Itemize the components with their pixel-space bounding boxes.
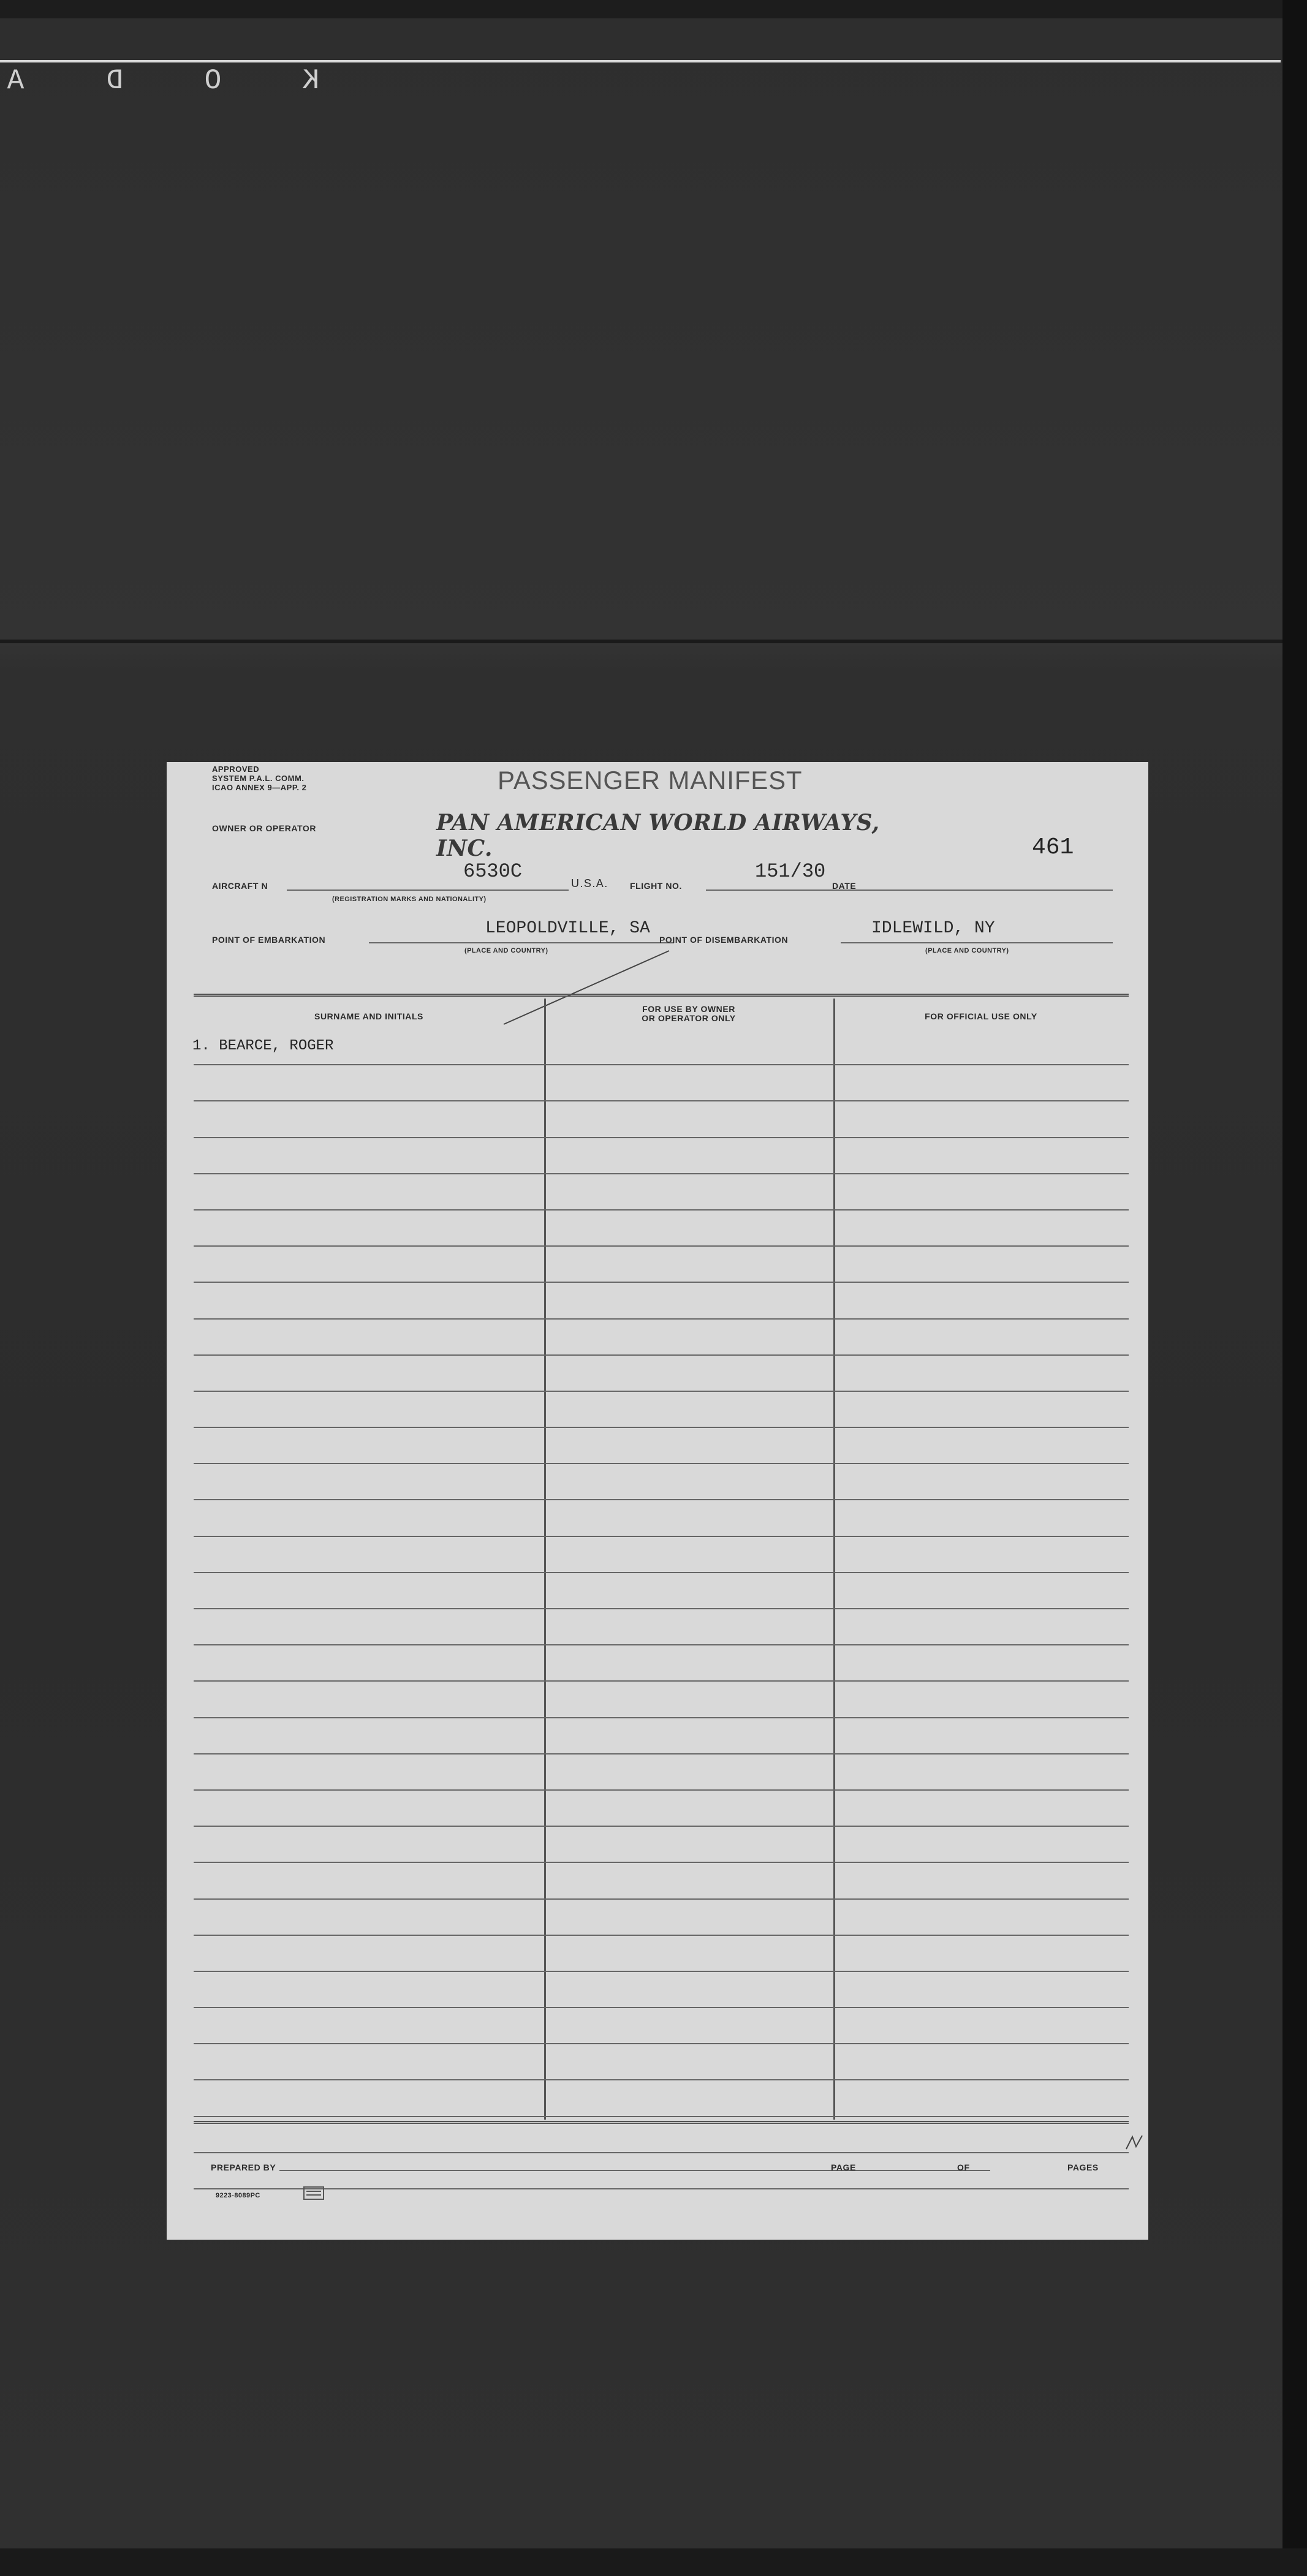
film-bottom-strip (0, 2548, 1307, 2576)
table-row (194, 2080, 1129, 2117)
approval-line: ICAO ANNEX 9—APP. 2 (212, 783, 307, 792)
disembarkation-value: IDLEWILD, NY (871, 919, 995, 938)
aircraft-field-line (287, 890, 569, 891)
table-row (194, 1500, 1129, 1536)
table-row (194, 1356, 1129, 1392)
table-row (194, 1065, 1129, 1101)
passenger-list (194, 1029, 1129, 2189)
aircraft-sublabel: (REGISTRATION MARKS AND NATIONALITY) (332, 896, 487, 903)
owner-value: PAN AMERICAN WORLD AIRWAYS, INC. (436, 810, 880, 861)
table-row (194, 1138, 1129, 1174)
table-row (194, 1174, 1129, 1211)
table-row (194, 1573, 1129, 1609)
table-row (194, 1972, 1129, 2008)
of-label: OF (957, 2162, 970, 2172)
page-label: PAGE (831, 2162, 856, 2172)
table-row (194, 1754, 1129, 1791)
embarkation-label: POINT OF EMBARKATION (212, 935, 326, 945)
table-row (194, 1827, 1129, 1863)
embarkation-sublabel: (PLACE AND COUNTRY) (464, 947, 548, 954)
column-header-surname: SURNAME AND INITIALS (314, 1011, 423, 1021)
union-label-icon (303, 2185, 325, 2202)
pages-label: PAGES (1067, 2162, 1099, 2172)
column-header-line: FOR USE BY OWNER (642, 1004, 735, 1014)
table-row (194, 1029, 1129, 1065)
approval-note (212, 765, 335, 792)
column-header-line: OR OPERATOR ONLY (642, 1013, 736, 1023)
flight-value: 151/30 (755, 860, 826, 883)
approval-line: SYSTEM P.A.L. COMM. (212, 774, 305, 783)
column-header-operator (544, 1005, 833, 1023)
embarkation-field-line (369, 942, 674, 943)
disembarkation-label: POINT OF DISEMBARKATION (659, 935, 789, 945)
table-row (194, 1609, 1129, 1645)
film-right-bar (1282, 0, 1307, 2576)
flight-label: FLIGHT NO. (630, 881, 682, 891)
table-row (194, 1936, 1129, 1972)
passenger-name: 1. BEARCE, ROGER (192, 1038, 334, 1054)
date-field-line (862, 890, 1113, 891)
table-row (194, 1537, 1129, 1573)
film-edge-line (0, 60, 1281, 62)
table-row (194, 1645, 1129, 1682)
table-row (194, 2044, 1129, 2080)
film-frame-divider (0, 640, 1307, 643)
table-row (194, 1211, 1129, 1247)
owner-label: OWNER OR OPERATOR (212, 823, 317, 833)
table-row (194, 1900, 1129, 1936)
corner-pencil-mark (1123, 2131, 1147, 2155)
prepared-by-label: PREPARED BY (211, 2162, 276, 2172)
disembarkation-sublabel: (PLACE AND COUNTRY) (925, 947, 1009, 954)
edge-letter: A (5, 65, 25, 97)
table-row (194, 1718, 1129, 1754)
form-number: 9223-8089PC (216, 2192, 260, 2199)
table-bottom-rule (194, 2121, 1129, 2124)
table-row (194, 1428, 1129, 1464)
page-title: PASSENGER MANIFEST (498, 766, 803, 795)
table-row (194, 1320, 1129, 1356)
disembarkation-field-line (841, 942, 1113, 943)
aircraft-value: 6530C (463, 860, 523, 883)
usa-label: U.S.A. (571, 877, 608, 890)
film-edge-letters (0, 65, 343, 102)
edge-letter: K (300, 65, 320, 97)
table-row (194, 2008, 1129, 2044)
table-row (194, 1247, 1129, 1283)
prepared-by-line (279, 2170, 990, 2171)
date-label: DATE (832, 881, 857, 891)
table-row (194, 1464, 1129, 1500)
embarkation-value: LEOPOLDVILLE, SA (485, 919, 650, 938)
table-row (194, 1791, 1129, 1827)
table-row (194, 1682, 1129, 1718)
table-row (194, 2153, 1129, 2189)
edge-letter: O (202, 65, 222, 97)
table-row (194, 1283, 1129, 1319)
table-top-rule (194, 994, 1129, 997)
table-row (194, 1392, 1129, 1428)
edge-letter: D (104, 65, 124, 97)
film-edge-strip (0, 0, 1307, 18)
manifest-page (167, 762, 1148, 2240)
column-header-official: FOR OFFICIAL USE ONLY (925, 1011, 1037, 1021)
page-number: 461 (1032, 834, 1074, 861)
table-row (194, 1101, 1129, 1138)
table-row (194, 1863, 1129, 1899)
aircraft-label: AIRCRAFT N (212, 881, 268, 891)
approval-line: APPROVED (212, 765, 260, 774)
